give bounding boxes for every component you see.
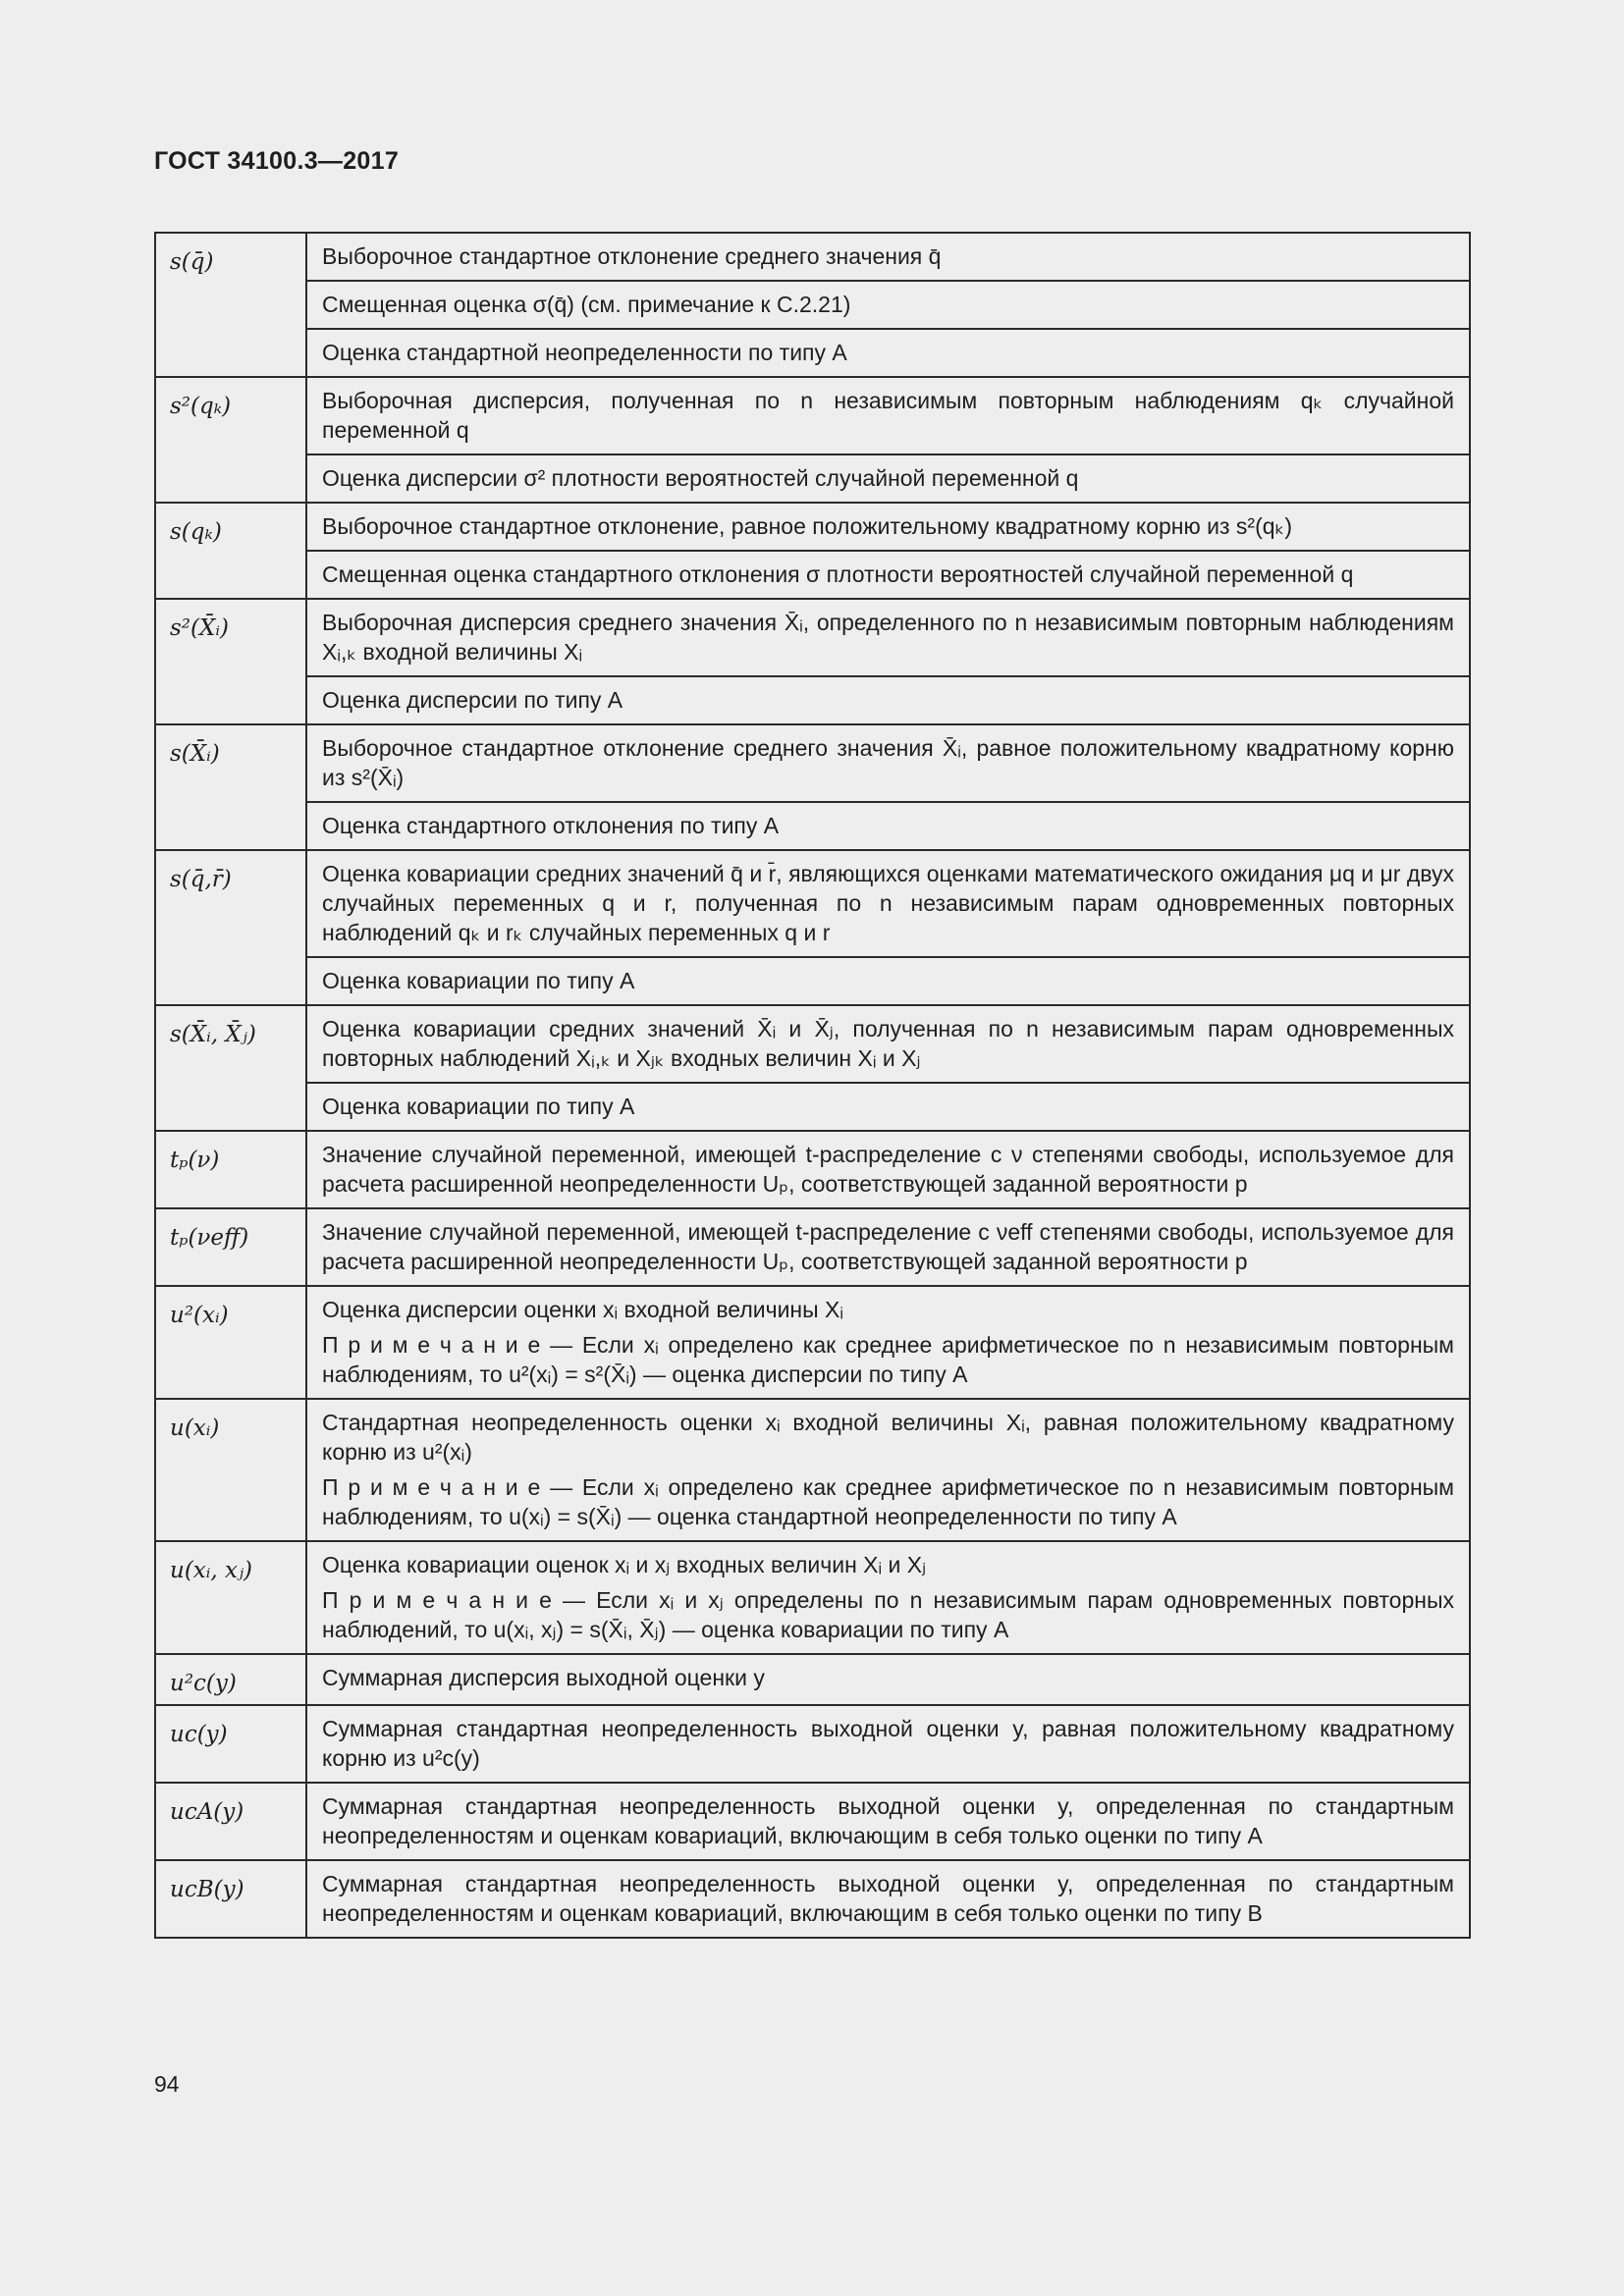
description-text: Оценка ковариации оценок xᵢ и xⱼ входных величин Xᵢ и Xⱼ — [322, 1552, 927, 1577]
table-row — [155, 1083, 1470, 1131]
description-cell: Смещенная оценка стандартного отклонения σ плотности вероятностей случайной переменной q — [306, 551, 1470, 599]
symbol-cell: u²(xᵢ) — [155, 1286, 306, 1399]
table-row — [155, 1399, 1470, 1541]
description-cell: Оценка ковариации по типу А — [306, 957, 1470, 1005]
table-row — [155, 551, 1470, 599]
table-row — [155, 724, 1470, 802]
description-cell — [306, 1541, 1470, 1654]
description-cell: Оценка дисперсии по типу А — [306, 676, 1470, 724]
description-cell: Выборочная дисперсия, полученная по n независимым повторным наблюдениям qₖ случайной переменной q — [306, 377, 1470, 454]
table-row — [155, 281, 1470, 329]
note-text: П р и м е ч а н и е — Если xᵢ определено как среднее арифметическое по n независимым повторным наблюдениям, то u(xᵢ) = s(X̄ᵢ) — оценка стандартной неопределенности по типу А — [322, 1474, 1454, 1529]
table-row — [155, 454, 1470, 503]
table-row — [155, 1131, 1470, 1208]
description-cell: Оценка ковариации по типу А — [306, 1083, 1470, 1131]
symbol-cell: s²(qₖ) — [155, 377, 306, 503]
description-cell: Выборочное стандартное отклонение среднего значения q̄ — [306, 233, 1470, 281]
table-row — [155, 1005, 1470, 1083]
table-row — [155, 957, 1470, 1005]
description-cell: Оценка ковариации средних значений q̄ и r̄, являющихся оценками математического ожидания μq и μr двух случайных переменных q и r, полученная по n независимым парам одновременных повторных наблюдений qₖ и rₖ случайных переменных q и r — [306, 850, 1470, 957]
table-row — [155, 1541, 1470, 1654]
description-cell: Выборочное стандартное отклонение, равное положительному квадратному корню из s²(qₖ) — [306, 503, 1470, 551]
symbol-cell: uc(y) — [155, 1705, 306, 1783]
table-row — [155, 1208, 1470, 1286]
description-cell: Смещенная оценка σ(q̄) (см. примечание к С.2.21) — [306, 281, 1470, 329]
symbol-cell: s(X̄ᵢ, X̄ⱼ) — [155, 1005, 306, 1131]
symbol-cell: tₚ(ν) — [155, 1131, 306, 1208]
description-cell: Выборочная дисперсия среднего значения X̄ᵢ, определенного по n независимым повторным наблюдениям Xᵢ,ₖ входной величины Xᵢ — [306, 599, 1470, 676]
description-cell: Выборочное стандартное отклонение среднего значения X̄ᵢ, равное положительному квадратному корню из s²(X̄ᵢ) — [306, 724, 1470, 802]
table-row — [155, 1783, 1470, 1860]
table-row — [155, 599, 1470, 676]
table-row — [155, 1860, 1470, 1938]
table-row — [155, 503, 1470, 551]
description-cell: Оценка ковариации средних значений X̄ᵢ и X̄ⱼ, полученная по n независимым парам одновременных повторных наблюдений Xᵢ,ₖ и Xⱼₖ входных величин Xᵢ и Xⱼ — [306, 1005, 1470, 1083]
description-cell: Значение случайной переменной, имеющей t-распределение с ν степенями свободы, используемое для расчета расширенной неопределенности Uₚ, соответствующей заданной вероятности p — [306, 1131, 1470, 1208]
description-cell: Суммарная стандартная неопределенность выходной оценки y, определенная по стандартным неопределенностям и оценкам ковариаций, включающим в себя только оценки по типу В — [306, 1860, 1470, 1938]
symbol-cell: s(q̄) — [155, 233, 306, 377]
symbol-cell: s(q̄,r̄) — [155, 850, 306, 1005]
description-cell — [306, 1399, 1470, 1541]
description-cell: Оценка стандартной неопределенности по типу А — [306, 329, 1470, 377]
description-cell: Значение случайной переменной, имеющей t-распределение с νeff степенями свободы, используемое для расчета расширенной неопределенности Uₚ, соответствующей заданной вероятности p — [306, 1208, 1470, 1286]
symbol-cell: s(X̄ᵢ) — [155, 724, 306, 850]
description-text: Стандартная неопределенность оценки xᵢ входной величины Xᵢ, равная положительному квадратному корню из u²(xᵢ) — [322, 1410, 1454, 1465]
table-row — [155, 377, 1470, 454]
document-title: ГОСТ 34100.3—2017 — [154, 147, 400, 175]
description-cell: Суммарная дисперсия выходной оценки y — [306, 1654, 1470, 1705]
table-row — [155, 1286, 1470, 1399]
symbol-cell: u²c(y) — [155, 1654, 306, 1705]
table-row — [155, 676, 1470, 724]
symbol-cell: s(qₖ) — [155, 503, 306, 599]
symbol-cell: ucA(y) — [155, 1783, 306, 1860]
table-row — [155, 1654, 1470, 1705]
description-cell: Оценка стандартного отклонения по типу А — [306, 802, 1470, 850]
table-row — [155, 850, 1470, 957]
symbol-cell: s²(X̄ᵢ) — [155, 599, 306, 724]
note-text: П р и м е ч а н и е — Если xᵢ и xⱼ определены по n независимым парам одновременных повторных наблюдений, то u(xᵢ, xⱼ) = s(X̄ᵢ, X̄ⱼ) — оценка ковариации по типу А — [322, 1587, 1454, 1642]
table-row — [155, 329, 1470, 377]
table-row — [155, 802, 1470, 850]
description-cell — [306, 1286, 1470, 1399]
table-row — [155, 233, 1470, 281]
symbol-cell: tₚ(νeff) — [155, 1208, 306, 1286]
page-number: 94 — [154, 2071, 180, 2097]
symbol-cell: u(xᵢ, xⱼ) — [155, 1541, 306, 1654]
note-text: П р и м е ч а н и е — Если xᵢ определено как среднее арифметическое по n независимым повторным наблюдениям, то u²(xᵢ) = s²(X̄ᵢ) — оценка дисперсии по типу А — [322, 1332, 1454, 1387]
description-cell: Суммарная стандартная неопределенность выходной оценки y, определенная по стандартным неопределенностям и оценкам ковариаций, включающим в себя только оценки по типу А — [306, 1783, 1470, 1860]
description-cell: Оценка дисперсии σ² плотности вероятностей случайной переменной q — [306, 454, 1470, 503]
description-text: Оценка дисперсии оценки xᵢ входной величины Xᵢ — [322, 1297, 844, 1322]
symbols-table — [154, 232, 1471, 1939]
symbol-cell: u(xᵢ) — [155, 1399, 306, 1541]
symbol-cell: ucB(y) — [155, 1860, 306, 1938]
description-cell: Суммарная стандартная неопределенность выходной оценки y, равная положительному квадратному корню из u²c(y) — [306, 1705, 1470, 1783]
table-row — [155, 1705, 1470, 1783]
